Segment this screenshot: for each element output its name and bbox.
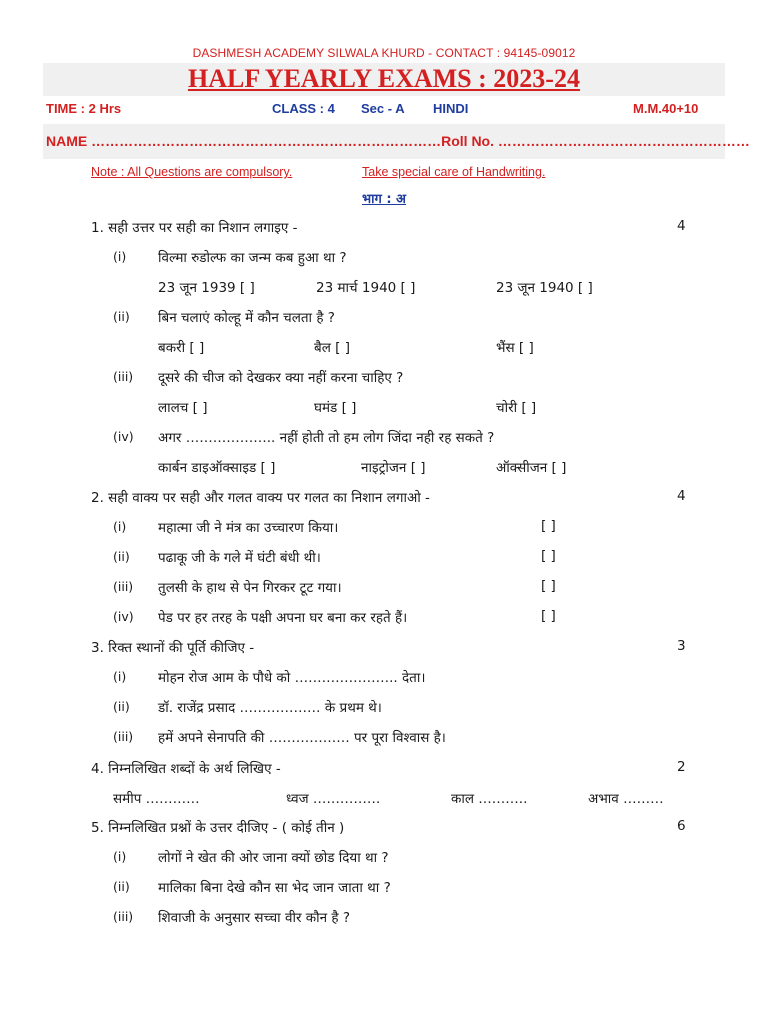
- q2-item-2-num: (ii): [113, 549, 130, 564]
- q1-item-1-text: विल्मा रुडोल्फ का जन्म कब हुआ था ?: [158, 250, 347, 266]
- q1-item-3-option-3: चोरी [ ]: [496, 400, 537, 416]
- q5-item-2-text: मालिका बिना देखे कौन सा भेद जान जाता था ?: [158, 880, 391, 896]
- q5-item-1-text: लोगों ने खेत की ओर जाना क्यों छोड दिया था ?: [158, 850, 389, 866]
- q1-item-2-num: (ii): [113, 309, 130, 324]
- q1-item-1-option-2: 23 मार्च 1940 [ ]: [316, 280, 416, 296]
- q5-item-2-num: (ii): [113, 879, 130, 894]
- q2-item-3-text: तुलसी के हाथ से पेन गिरकर टूट गया।: [158, 580, 342, 596]
- q1-item-1-option-1: 23 जून 1939 [ ]: [158, 280, 255, 296]
- question-4: 4. निम्नलिखित शब्दों के अर्थ लिखिए -: [91, 761, 281, 777]
- time-label: TIME : 2 Hrs: [46, 101, 122, 116]
- max-marks-label: M.M.40+10: [633, 101, 699, 116]
- q3-item-1-num: (i): [113, 669, 127, 684]
- class-label: CLASS : 4: [272, 101, 335, 116]
- note-compulsory: Note : All Questions are compulsory.: [91, 165, 293, 179]
- q1-item-1-option-3: 23 जून 1940 [ ]: [496, 280, 593, 296]
- question-1: 1. सही उत्तर पर सही का निशान लगाइए -: [91, 220, 298, 236]
- q4-word-4: अभाव ………: [588, 791, 664, 807]
- q1-item-3-option-2: घमंड [ ]: [314, 400, 357, 416]
- q2-item-2-text: पढाकू जी के गले में घंटी बंधी थी।: [158, 550, 321, 566]
- question-2: 2. सही वाक्य पर सही और गलत वाक्य पर गलत का निशान लगाओ -: [91, 490, 430, 506]
- name-roll-line: NAME …………………………………………………………………Roll No. ………………………………………………: [46, 133, 750, 149]
- section-label: Sec - A: [361, 101, 405, 116]
- q1-item-4-option-3: ऑक्सीजन [ ]: [496, 460, 567, 476]
- q2-item-3-box: [ ]: [541, 578, 556, 594]
- q2-item-1-num: (i): [113, 519, 127, 534]
- question-3-marks: 3: [677, 638, 686, 654]
- q2-item-4-text: पेड पर हर तरह के पक्षी अपना घर बना कर रहते हैं।: [158, 610, 408, 626]
- q3-item-1-text: मोहन रोज आम के पौधे को ………………….. देता।: [158, 670, 426, 686]
- q2-item-1-text: महात्मा जी ने मंत्र का उच्चारण किया।: [158, 520, 339, 536]
- question-2-marks: 4: [677, 488, 686, 504]
- q2-item-4-box: [ ]: [541, 608, 556, 624]
- q3-item-3-num: (iii): [113, 729, 134, 744]
- question-3: 3. रिक्त स्थानों की पूर्ति कीजिए -: [91, 640, 255, 656]
- q2-item-4-num: (iv): [113, 609, 134, 624]
- question-5: 5. निम्नलिखित प्रश्नों के उत्तर दीजिए - ( कोई तीन ): [91, 820, 345, 836]
- q5-item-3-num: (iii): [113, 909, 134, 924]
- q4-word-3: काल ………..: [451, 791, 528, 807]
- q1-item-3-num: (iii): [113, 369, 134, 384]
- section-title: भाग : अ: [361, 192, 406, 207]
- q1-item-4-num: (iv): [113, 429, 134, 444]
- q5-item-1-num: (i): [113, 849, 127, 864]
- q4-word-2: ध्वज ……………: [286, 791, 381, 807]
- subject-label: HINDI: [433, 101, 469, 116]
- q1-item-3-option-1: लालच [ ]: [158, 400, 208, 416]
- exam-title: HALF YEARLY EXAMS : 2023-24: [188, 64, 580, 93]
- q1-item-4-option-2: नाइट्रोजन [ ]: [361, 460, 426, 476]
- q1-item-2-option-1: बकरी [ ]: [158, 340, 205, 356]
- school-header: DASHMESH ACADEMY SILWALA KHURD - CONTACT : 94145-09012: [192, 46, 576, 60]
- q5-item-3-text: शिवाजी के अनुसार सच्चा वीर कौन है ?: [158, 910, 351, 926]
- question-4-marks: 2: [677, 759, 686, 775]
- question-1-marks: 4: [677, 218, 686, 234]
- q2-item-2-box: [ ]: [541, 548, 556, 564]
- q1-item-4-text: अगर ……………….. नहीं होती तो हम लोग जिंदा नही रह सकते ?: [158, 430, 495, 446]
- q1-item-2-option-2: बैल [ ]: [314, 340, 350, 356]
- q2-item-3-num: (iii): [113, 579, 134, 594]
- q1-item-2-text: बिन चलाएं कोल्हू में कौन चलता है ?: [158, 310, 335, 326]
- q1-item-2-option-3: भैंस [ ]: [496, 340, 534, 356]
- note-handwriting: Take special care of Handwriting.: [362, 165, 546, 179]
- q4-word-1: समीप …………: [113, 791, 200, 807]
- q2-item-1-box: [ ]: [541, 518, 556, 534]
- q3-item-2-text: डॉ. राजेंद्र प्रसाद ……………… के प्रथम थे।: [158, 700, 382, 716]
- q1-item-1-num: (i): [113, 249, 127, 264]
- q1-item-4-option-1: कार्बन डाइऑक्साइड [ ]: [158, 460, 276, 476]
- question-5-marks: 6: [677, 818, 686, 834]
- q3-item-3-text: हमें अपने सेनापति की ……………… पर पूरा विश्वास है।: [158, 730, 446, 746]
- q1-item-3-text: दूसरे की चीज को देखकर क्या नहीं करना चाहिए ?: [158, 370, 404, 386]
- q3-item-2-num: (ii): [113, 699, 130, 714]
